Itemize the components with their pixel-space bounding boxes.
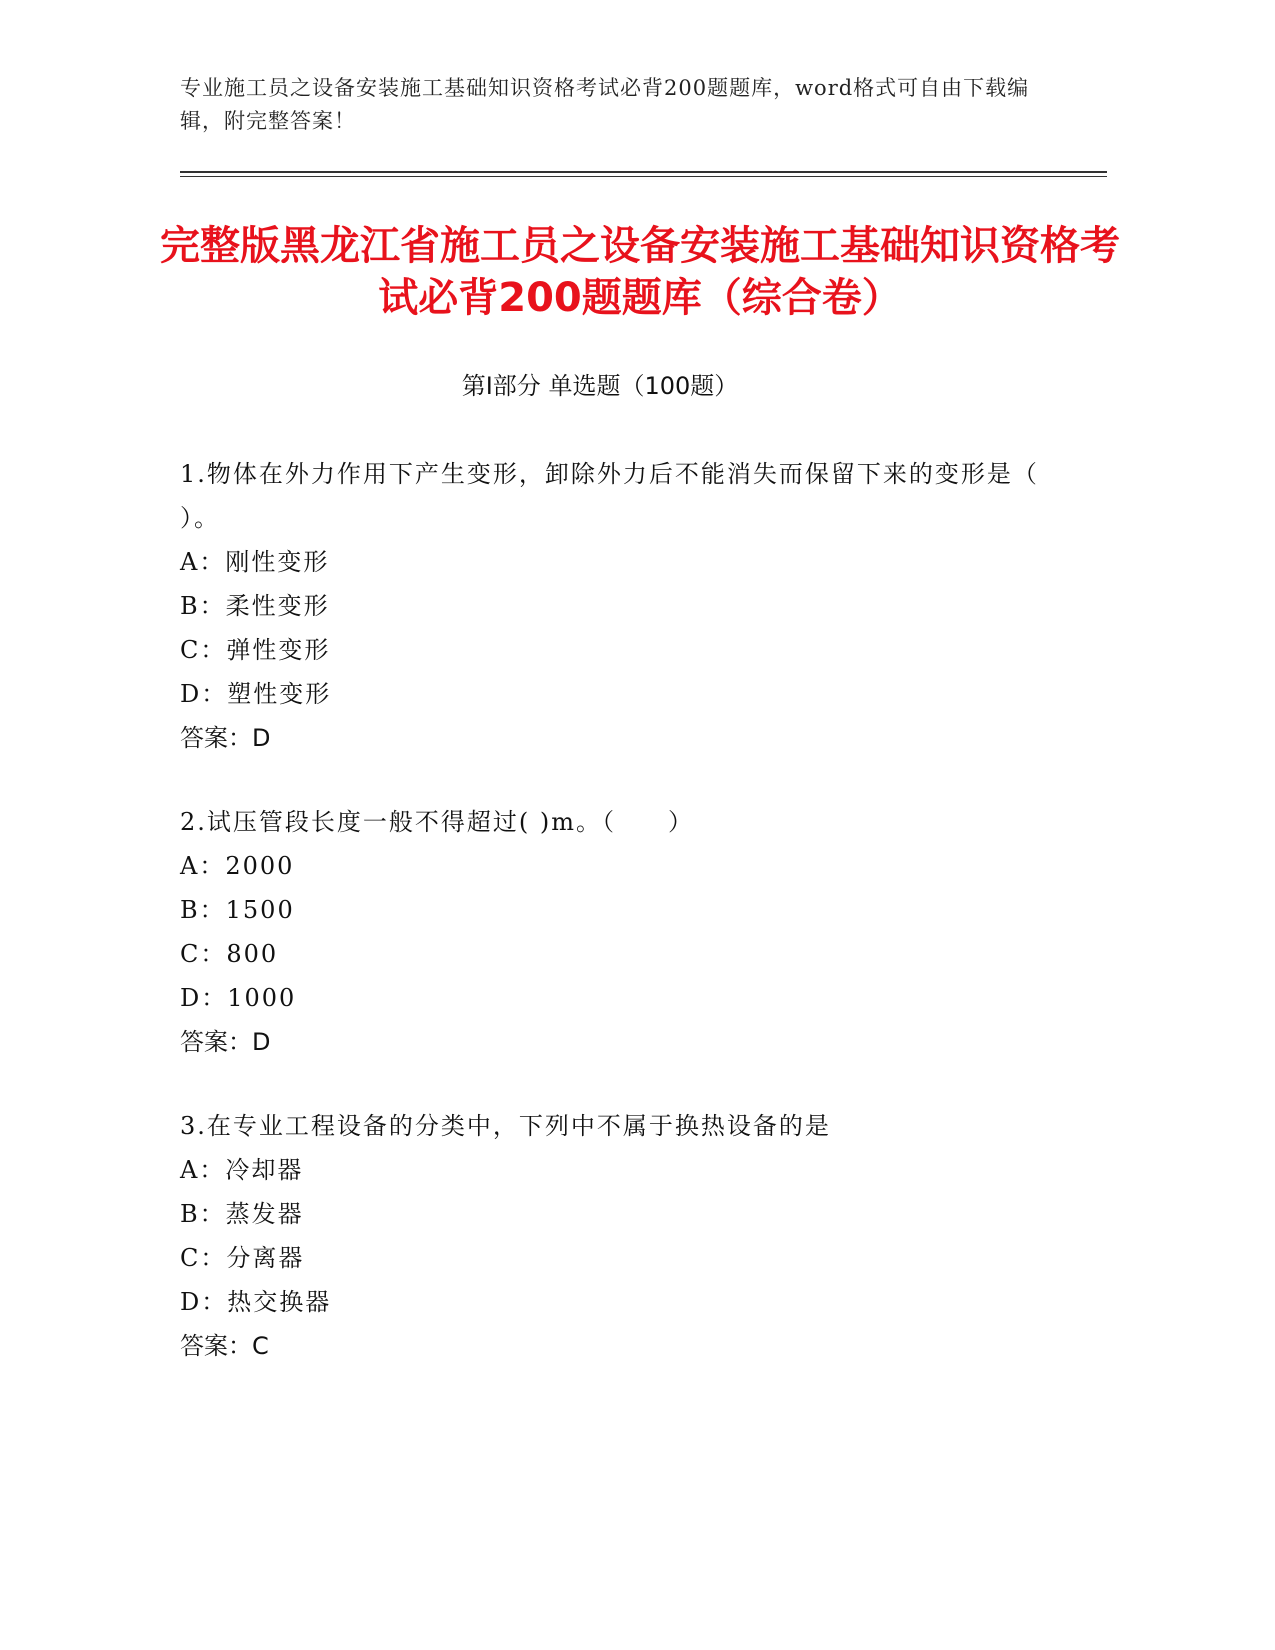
option-c: C：弹性变形 — [180, 636, 331, 664]
section-heading: 第I部分 单选题（100题） — [461, 372, 739, 400]
header-rule-thick — [180, 171, 1107, 173]
option-a: A：冷却器 — [180, 1156, 304, 1184]
option-a: A：刚性变形 — [180, 548, 330, 576]
question-list — [180, 452, 1060, 1408]
option-b: B：蒸发器 — [180, 1200, 304, 1228]
option-c: C：800 — [180, 940, 279, 968]
header-rule-thin — [180, 176, 1107, 177]
option-d: D：热交换器 — [180, 1288, 332, 1316]
option-d: D：1000 — [180, 984, 297, 1012]
question-1 — [180, 452, 1060, 760]
question-stem: 2.试压管段长度一般不得超过( )m。（ ） — [180, 808, 695, 836]
option-d: D：塑性变形 — [180, 680, 332, 708]
option-a: A：2000 — [180, 852, 295, 880]
header-note: 专业施工员之设备安装施工基础知识资格考试必背200题题库，word格式可自由下载编辑，附完整答案！ — [180, 76, 1030, 133]
option-c: C：分离器 — [180, 1244, 305, 1272]
option-b: B：1500 — [180, 896, 295, 924]
question-stem: 1.物体在外力作用下产生变形，卸除外力后不能消失而保留下来的变形是（ ）。 — [180, 460, 1039, 532]
question-stem: 3.在专业工程设备的分类中，下列中不属于换热设备的是 — [180, 1112, 831, 1140]
answer: 答案：D — [180, 724, 271, 752]
answer: 答案：D — [180, 1028, 271, 1056]
answer: 答案：C — [180, 1332, 269, 1360]
option-b: B：柔性变形 — [180, 592, 330, 620]
question-2 — [180, 800, 1060, 1064]
document-title: 完整版黑龙江省施工员之设备安装施工基础知识资格考试必背200题题库（综合卷） — [160, 223, 1120, 321]
question-3 — [180, 1104, 1060, 1368]
